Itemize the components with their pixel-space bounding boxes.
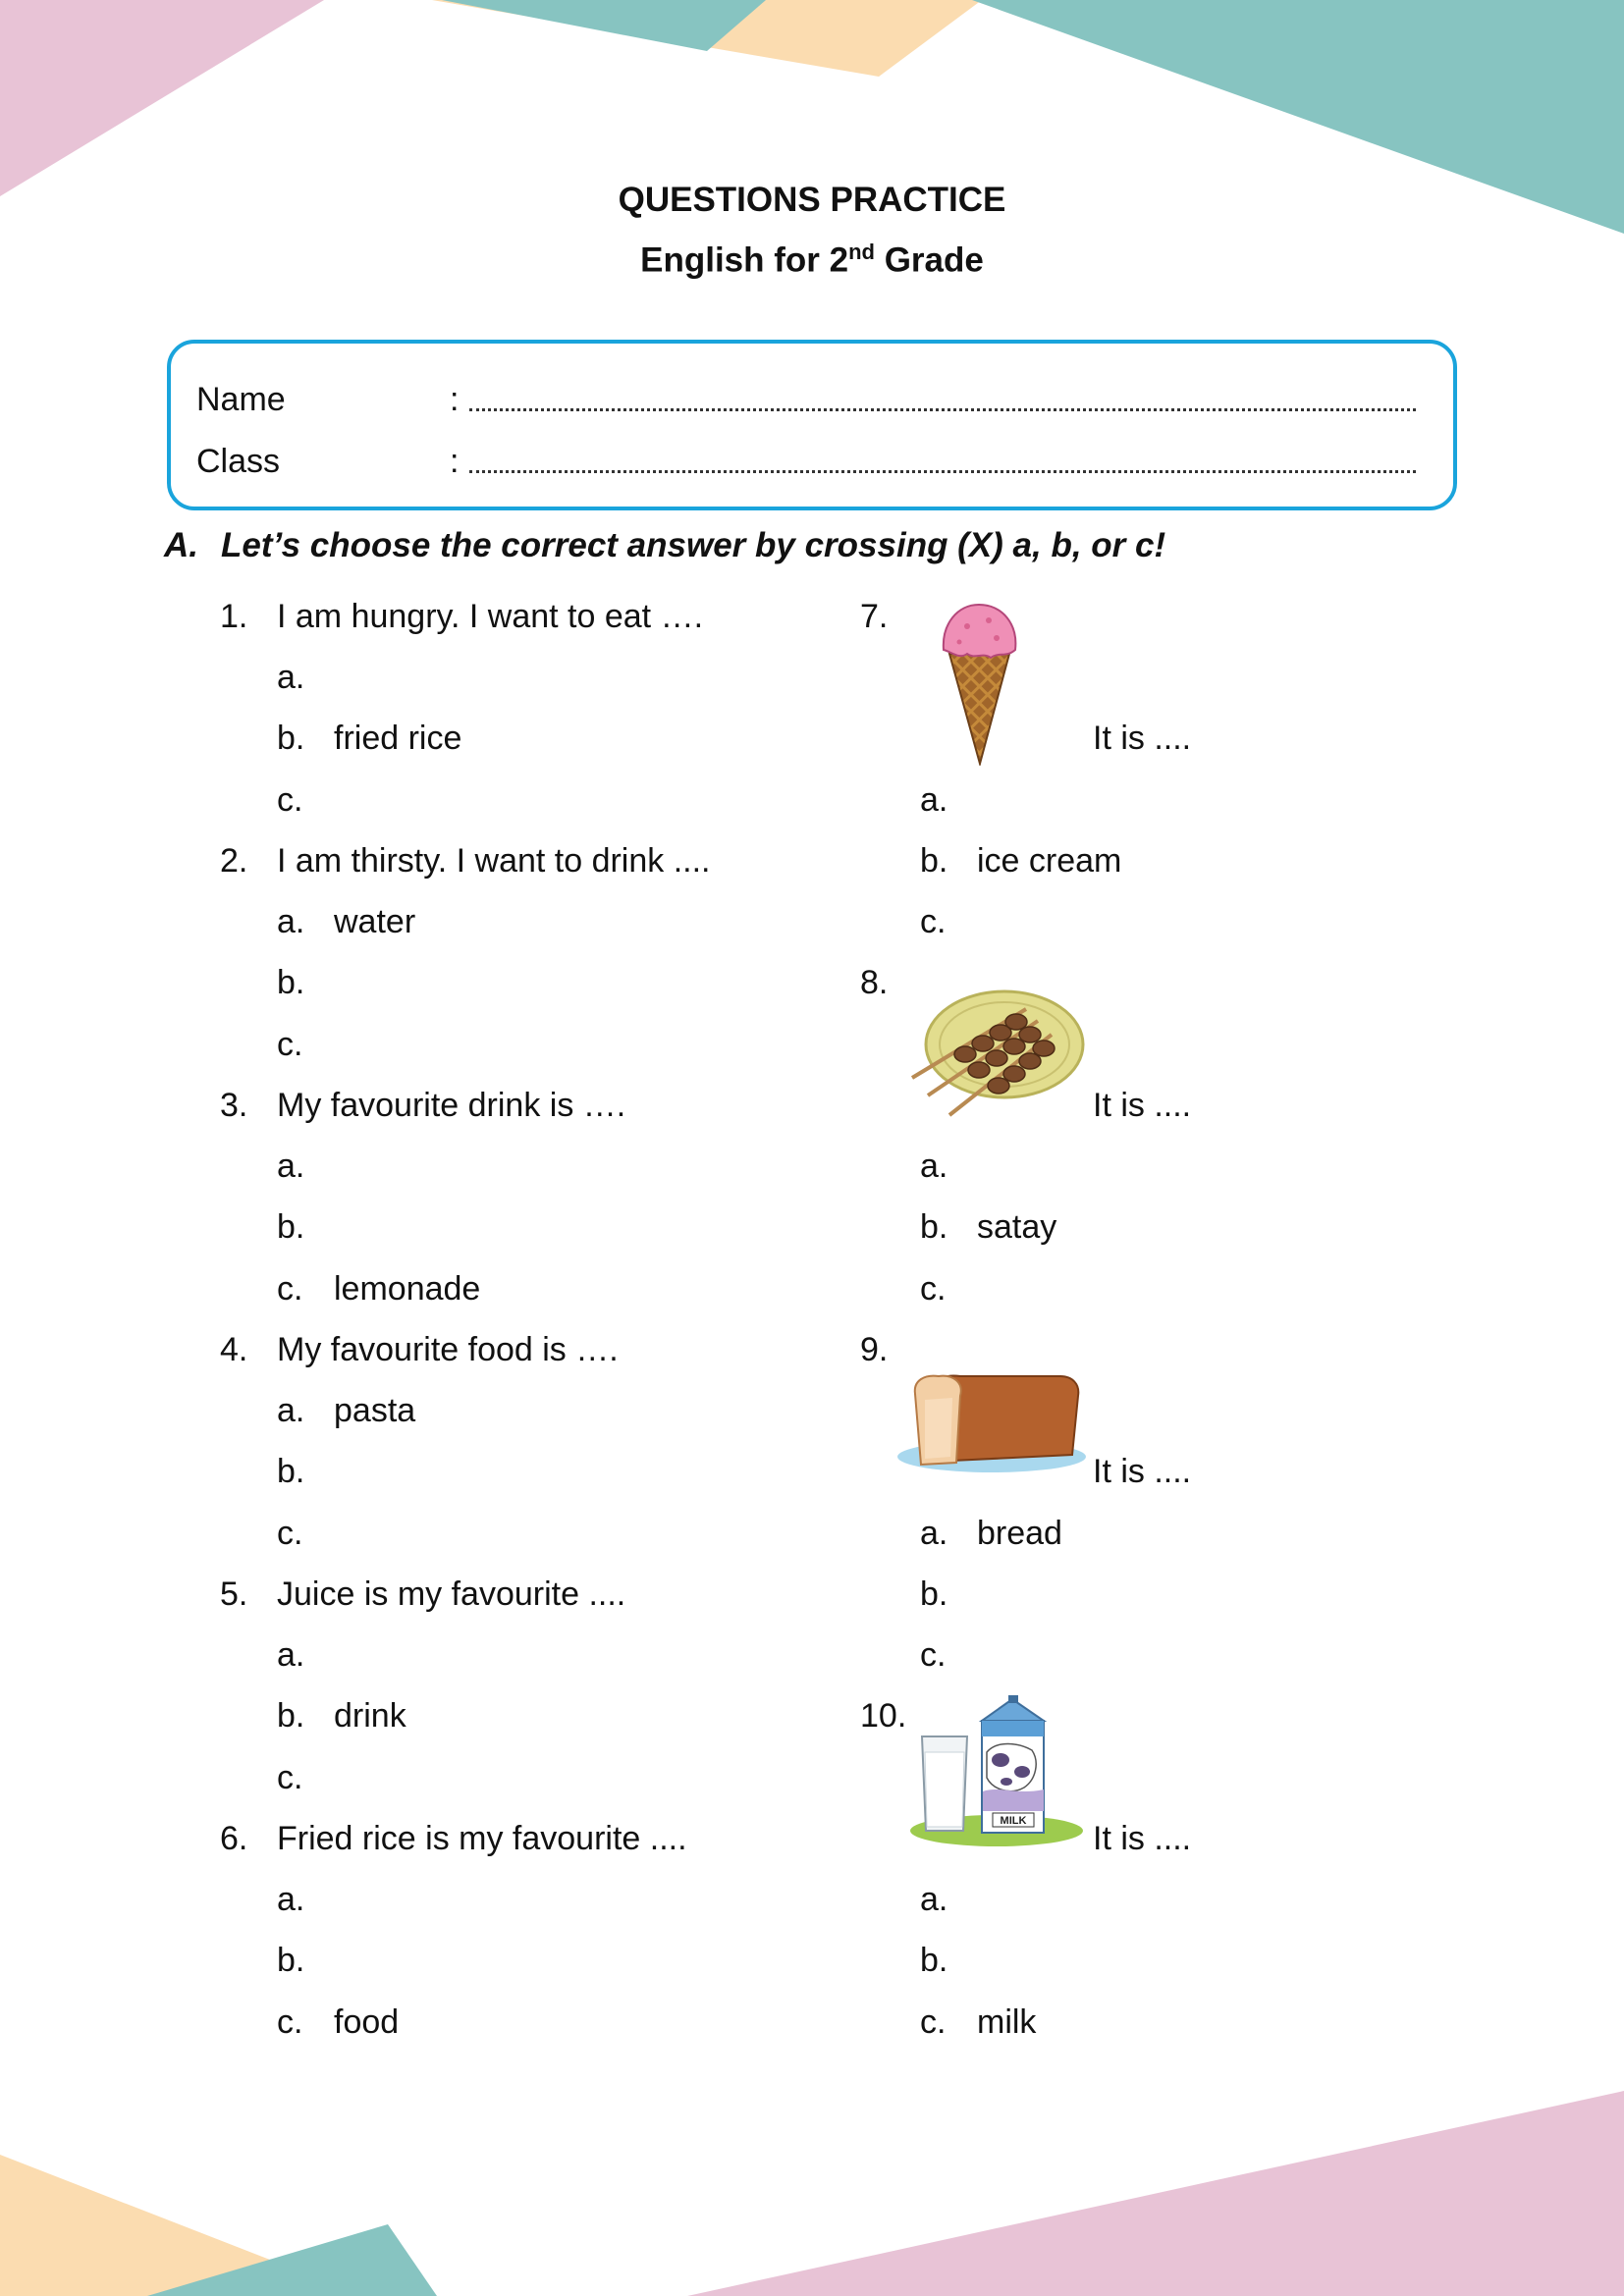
title-text: QUESTIONS PRACTICE	[618, 181, 1006, 219]
option-text: food	[334, 2003, 400, 2041]
option-letter: c.	[277, 1270, 303, 1308]
satay-plate-image	[908, 980, 1085, 1119]
question-text: Juice is my favourite ....	[277, 1575, 626, 1613]
option-letter: c.	[920, 903, 947, 940]
name-colon: :	[450, 381, 460, 418]
section-heading	[164, 526, 1165, 565]
subtitle-suffix: Grade	[874, 240, 984, 280]
option-letter: a.	[277, 1881, 305, 1918]
question-number: 7.	[860, 598, 889, 635]
option-letter: b.	[277, 1697, 305, 1735]
name-label: Name	[196, 381, 286, 418]
question-prompt: It is ....	[1093, 1453, 1192, 1490]
question-number: 9.	[860, 1331, 889, 1368]
option-letter: c.	[277, 781, 303, 819]
question-prompt: It is ....	[1093, 720, 1192, 757]
option-letter: a.	[277, 659, 305, 696]
option-letter: c.	[920, 2003, 947, 2041]
option-letter: c.	[920, 1270, 947, 1308]
option-text: fried rice	[334, 720, 462, 757]
page-subtitle	[0, 240, 1624, 281]
option-letter: a.	[277, 1392, 305, 1429]
option-text: lemonade	[334, 1270, 481, 1308]
question-number: 6.	[220, 1820, 248, 1857]
option-letter: a.	[277, 903, 305, 940]
option-letter: a.	[277, 1148, 305, 1185]
page-title	[0, 181, 1624, 220]
class-blank-field[interactable]	[469, 470, 1416, 473]
option-letter: b.	[920, 1942, 948, 1979]
bottom-right-pink-shape	[687, 2091, 1624, 2296]
question-text: My favourite food is ….	[277, 1331, 619, 1368]
question-prompt: It is ....	[1093, 1820, 1192, 1857]
name-blank-field[interactable]	[469, 408, 1416, 411]
question-number: 4.	[220, 1331, 248, 1368]
question-number: 5.	[220, 1575, 248, 1613]
question-text: I am hungry. I want to eat ….	[277, 598, 704, 635]
option-letter: a.	[920, 1881, 948, 1918]
subtitle-prefix: English for 2	[640, 240, 849, 280]
option-text: water	[334, 903, 416, 940]
ice-cream-cone-image	[938, 597, 1021, 766]
option-letter: c.	[277, 2003, 303, 2041]
question-text: I am thirsty. I want to drink ....	[277, 842, 711, 880]
student-info-box	[167, 340, 1457, 510]
class-colon: :	[450, 443, 460, 480]
subtitle-superscript: nd	[848, 240, 875, 264]
option-letter: a.	[277, 1636, 305, 1674]
question-text: My favourite drink is ….	[277, 1087, 626, 1124]
section-letter: A.	[164, 526, 198, 564]
option-letter: b.	[277, 1942, 305, 1979]
option-letter: a.	[920, 1515, 948, 1552]
option-letter: b.	[920, 842, 948, 880]
option-letter: a.	[920, 781, 948, 819]
question-number: 1.	[220, 598, 248, 635]
option-letter: b.	[277, 964, 305, 1001]
question-text: Fried rice is my favourite ....	[277, 1820, 687, 1857]
option-letter: c.	[277, 1515, 303, 1552]
question-number: 3.	[220, 1087, 248, 1124]
bread-loaf-image	[895, 1370, 1088, 1476]
option-text: ice cream	[977, 842, 1122, 880]
milk-carton-label: MILK	[1000, 1815, 1027, 1827]
option-text: pasta	[334, 1392, 416, 1429]
option-letter: c.	[277, 1026, 303, 1063]
option-text: bread	[977, 1515, 1062, 1552]
option-letter: b.	[920, 1208, 948, 1246]
option-text: drink	[334, 1697, 406, 1735]
option-letter: b.	[277, 720, 305, 757]
option-letter: b.	[277, 1453, 305, 1490]
name-row	[171, 381, 1453, 424]
class-row	[171, 443, 1453, 486]
option-letter: b.	[920, 1575, 948, 1613]
milk-carton-glass-image	[908, 1693, 1085, 1848]
option-text: satay	[977, 1208, 1057, 1246]
question-prompt: It is ....	[1093, 1087, 1192, 1124]
option-letter: a.	[920, 1148, 948, 1185]
section-instruction: Let’s choose the correct answer by crossing (X) a, b, or c!	[221, 526, 1166, 564]
top-left-pink-shape	[0, 0, 324, 196]
option-text: milk	[977, 2003, 1037, 2041]
class-label: Class	[196, 443, 281, 480]
question-number: 10.	[860, 1697, 907, 1735]
option-letter: b.	[277, 1208, 305, 1246]
option-letter: c.	[920, 1636, 947, 1674]
question-number: 2.	[220, 842, 248, 880]
question-number: 8.	[860, 964, 889, 1001]
option-letter: c.	[277, 1759, 303, 1796]
